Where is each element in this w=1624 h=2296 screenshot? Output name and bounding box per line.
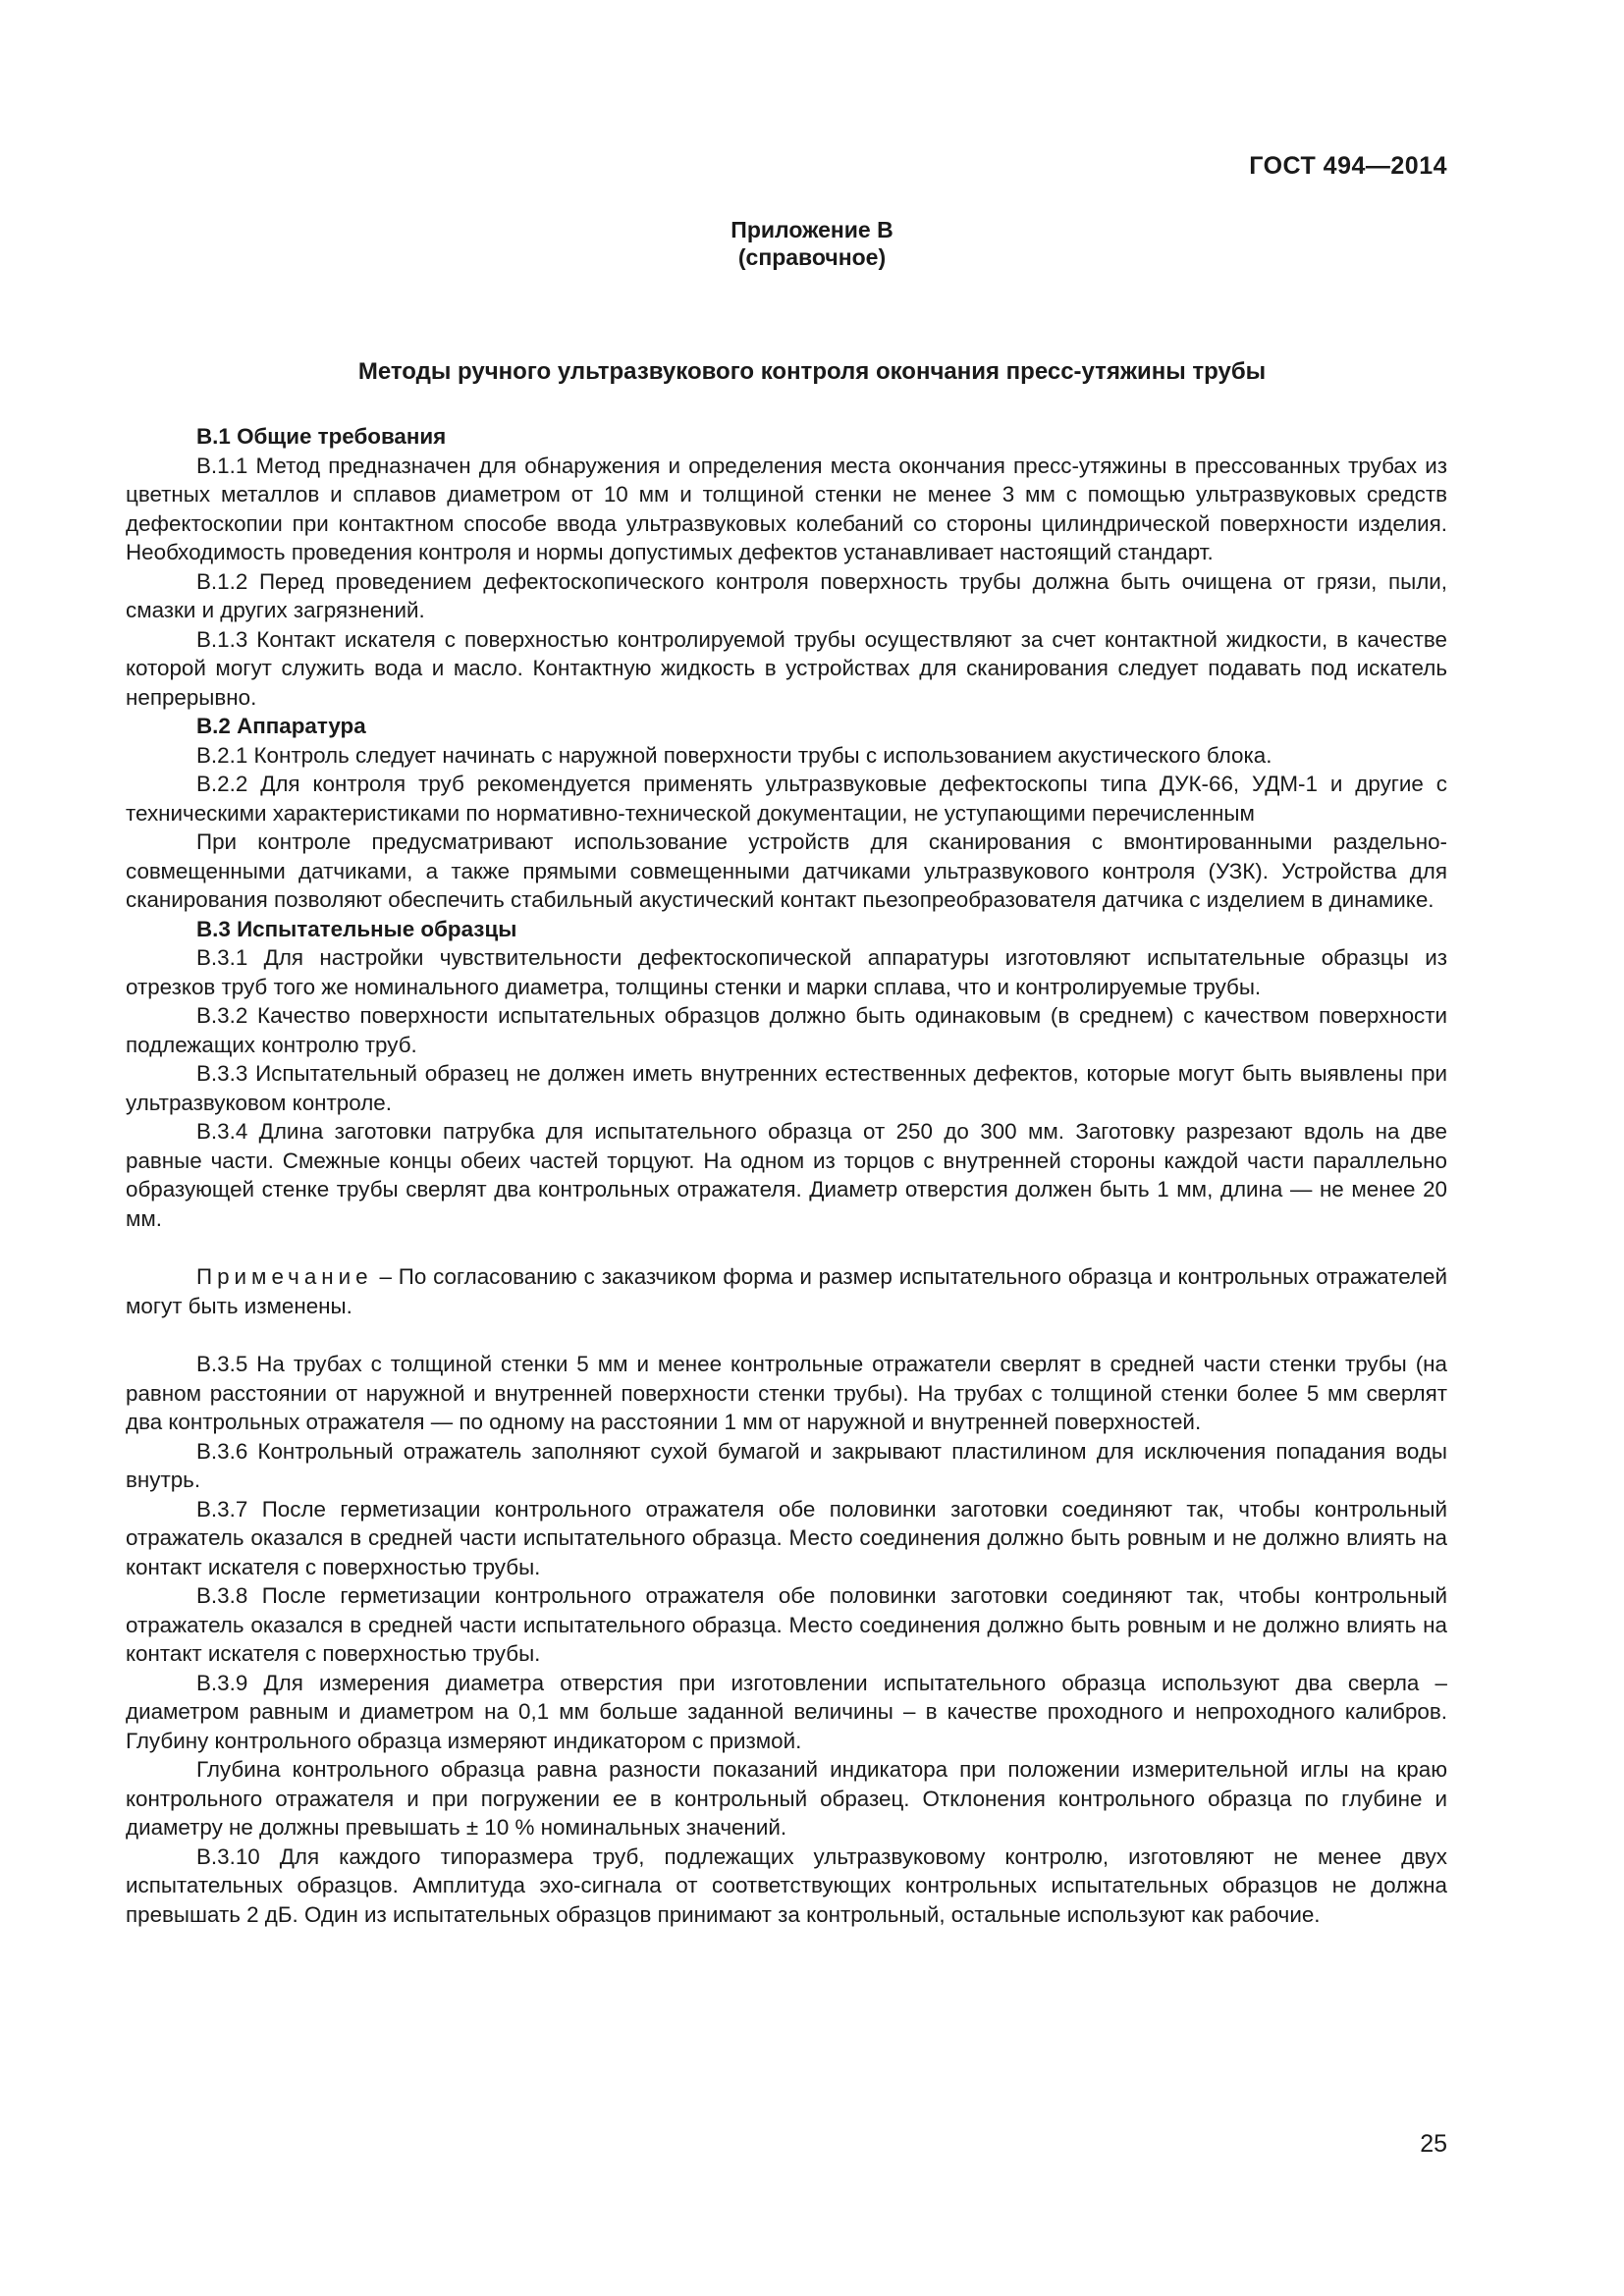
paragraph-b2-3: При контроле предусматривают использование устройств для сканирования с вмонтированными раздельно-совмещенными датчиками, а также прямыми совмещенными датчиками ультразвукового контроля (УЗК). Устройства для сканирования позволяют обеспечить стабильный акустический контакт пьезопреобразователя датчика с изделием в динамике. — [126, 829, 1447, 912]
page-number: 25 — [1420, 2130, 1447, 2158]
document-body — [126, 422, 1447, 1929]
appendix-type: (справочное) — [737, 244, 887, 270]
document-title: Методы ручного ультразвукового контроля окончания пресс-утяжины трубы — [357, 358, 1267, 385]
paragraph-b1-2: В.1.2 Перед проведением дефектоскопического контроля поверхность трубы должна быть очищена от грязи, пыли, смазки и других загрязнений. — [126, 568, 1447, 622]
section-heading-b2: В.2 Аппаратура — [196, 714, 366, 738]
spacer — [126, 1320, 1447, 1350]
note — [126, 1262, 1447, 1320]
paragraph-b3-9-cont: Глубина контрольного образца равна разности показаний индикатора при положении измерительной иглы на краю контрольного отражателя и при погружении ее в контрольный образец. Отклонения контрольного образца по глубине и диаметру не должны превышать ± 10 % номинальных значений. — [126, 1757, 1447, 1840]
section-heading-b1: В.1 Общие требования — [196, 424, 447, 449]
paragraph-b1-1: В.1.1 Метод предназначен для обнаружения и определения места окончания пресс-утяжины в прессованных трубах из цветных металлов и сплавов диаметром от 10 мм и толщиной стенки не менее 3 мм с помощью ультразвуковых средств дефектоскопии при контактном способе ввода ультразвуковых колебаний со стороны цилиндрической поверхности изделия. Необходимость проведения контроля и нормы допустимых дефектов устанавливает настоящий стандарт. — [126, 453, 1447, 564]
paragraph-b3-3: В.3.3 Испытательный образец не должен иметь внутренних естественных дефектов, которые могут быть выявлены при ультразвуковом контроле. — [126, 1061, 1447, 1115]
paragraph-b3-6: В.3.6 Контрольный отражатель заполняют сухой бумагой и закрывают пластилином для исключения попадания воды внутрь. — [126, 1438, 1447, 1492]
spacer — [126, 1233, 1447, 1262]
appendix-heading — [0, 216, 1624, 271]
paragraph-b2-2: В.2.2 Для контроля труб рекомендуется применять ультразвуковые дефектоскопы типа ДУК-66, УДМ-1 и другие с техническими характеристиками по нормативно-технической документации, не уступающими перечисленным — [126, 772, 1447, 826]
appendix-label: Приложение В — [731, 217, 893, 242]
note-text: – По согласованию с заказчиком форма и размер испытательного образца и контрольных отражателей могут быть изменены. — [126, 1264, 1447, 1318]
paragraph-b3-9: В.3.9 Для измерения диаметра отверстия при изготовлении испытательного образца используют два сверла – диаметром равным и диаметром на 0,1 мм больше заданной величины – в качестве проходного и непроходного калибров. Глубину контрольного образца измеряют индикатором с призмой. — [126, 1670, 1447, 1753]
note-label: Примечание — [196, 1264, 373, 1289]
paragraph-b3-2: В.3.2 Качество поверхности испытательных образцов должно быть одинаковым (в среднем) с качеством поверхности подлежащих контролю труб. — [126, 1003, 1447, 1057]
section-heading-b3: В.3 Испытательные образцы — [196, 916, 517, 941]
paragraph-b3-1: В.3.1 Для настройки чувствительности дефектоскопической аппаратуры изготовляют испытательные образцы из отрезков труб того же номинального диаметра, толщины стенки и марки сплава, что и контролируемые трубы. — [126, 945, 1447, 999]
paragraph-b3-4: В.3.4 Длина заготовки патрубка для испытательного образца от 250 до 300 мм. Заготовку разрезают вдоль на две равные части. Смежные концы обеих частей торцуют. На одном из торцов с внутренней стороны каждой части параллельно образующей стенке трубы сверлят два контрольных отражателя. Диаметр отверстия должен быть 1 мм, длина — не менее 20 мм. — [126, 1119, 1447, 1231]
paragraph-b3-8: В.3.8 После герметизации контрольного отражателя обе половинки заготовки соединяют так, чтобы контрольный отражатель оказался в средней части испытательного образца. Место соединения должно быть ровным и не должно влиять на контакт искателя с поверхностью трубы. — [126, 1583, 1447, 1666]
standard-code: ГОСТ 494—2014 — [1249, 152, 1447, 180]
paragraph-b3-5: В.3.5 На трубах с толщиной стенки 5 мм и менее контрольные отражатели сверлят в средней части стенки трубы (на равном расстоянии от наружной и внутренней поверхности стенки трубы). На трубах с толщиной стенки более 5 мм сверлят два контрольных отражателя — по одному на расстоянии 1 мм от наружной и внутренней поверхностей. — [126, 1352, 1447, 1434]
paragraph-b1-3: В.1.3 Контакт искателя с поверхностью контролируемой трубы осуществляют за счет контактной жидкости, в качестве которой могут служить вода и масло. Контактную жидкость в устройствах для сканирования следует подавать под искатель непрерывно. — [126, 626, 1447, 710]
paragraph-b3-10: В.3.10 Для каждого типоразмера труб, подлежащих ультразвуковому контролю, изготовляют не менее двух испытательных образцов. Амплитуда эхо-сигнала от соответствующих контрольных испытательных образцов не должна превышать 2 дБ. Один из испытательных образцов принимают за контрольный, остальные используют как рабочие. — [126, 1843, 1447, 1927]
paragraph-b3-7: В.3.7 После герметизации контрольного отражателя обе половинки заготовки соединяют так, чтобы контрольный отражатель оказался в средней части испытательного образца. Место соединения должно быть ровным и не должно влиять на контакт искателя с поверхностью трубы. — [126, 1496, 1447, 1579]
paragraph-b2-1: В.2.1 Контроль следует начинать с наружной поверхности трубы с использованием акустического блока. — [196, 742, 1272, 768]
